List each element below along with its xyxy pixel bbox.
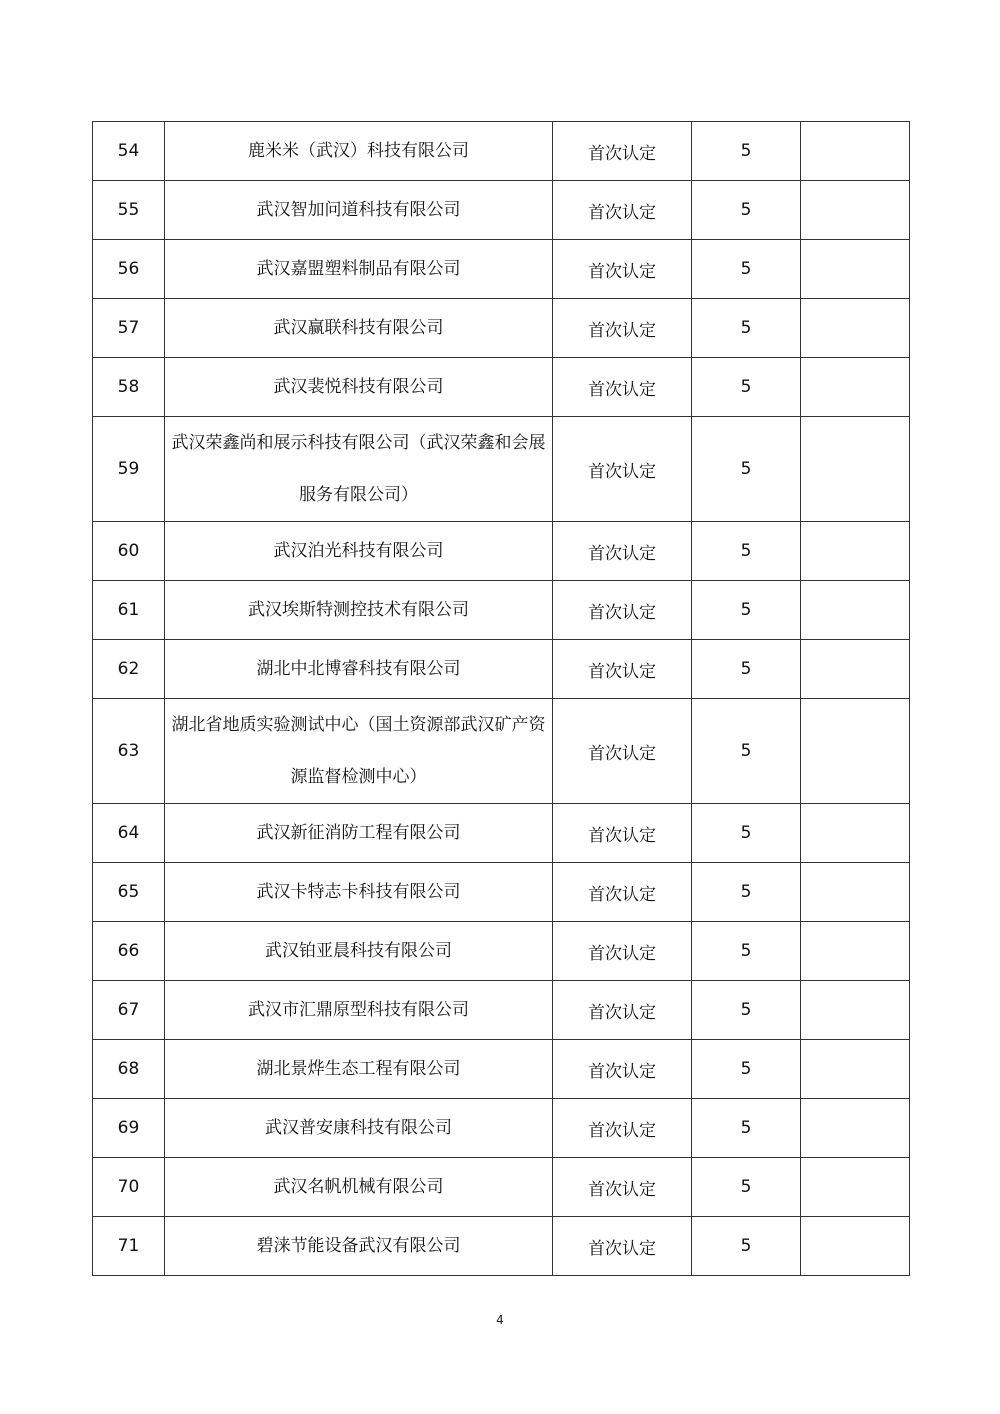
score-cell: 5	[692, 804, 801, 863]
row-number-cell: 67	[93, 981, 165, 1040]
score-cell: 5	[692, 1217, 801, 1276]
note-cell	[801, 522, 910, 581]
company-name-cell: 武汉名帆机械有限公司	[165, 1158, 553, 1217]
score-cell: 5	[692, 358, 801, 417]
note-cell	[801, 922, 910, 981]
certification-type-cell: 首次认定	[553, 581, 692, 640]
company-name-cell: 武汉智加问道科技有限公司	[165, 181, 553, 240]
table-row	[93, 299, 910, 358]
table-body	[93, 122, 910, 1276]
table-row	[93, 358, 910, 417]
note-cell	[801, 1158, 910, 1217]
note-cell	[801, 699, 910, 804]
score-cell: 5	[692, 1040, 801, 1099]
company-name-cell: 武汉埃斯特测控技术有限公司	[165, 581, 553, 640]
company-name-cell: 武汉普安康科技有限公司	[165, 1099, 553, 1158]
page-number: 4	[496, 1313, 504, 1327]
row-number-cell: 60	[93, 522, 165, 581]
company-name-cell: 鹿米米（武汉）科技有限公司	[165, 122, 553, 181]
certification-type-cell: 首次认定	[553, 1040, 692, 1099]
row-number-cell: 71	[93, 1217, 165, 1276]
note-cell	[801, 804, 910, 863]
certification-type-cell: 首次认定	[553, 299, 692, 358]
company-name-cell: 湖北景烨生态工程有限公司	[165, 1040, 553, 1099]
score-cell: 5	[692, 240, 801, 299]
score-cell: 5	[692, 1099, 801, 1158]
row-number-cell: 55	[93, 181, 165, 240]
certification-type-cell: 首次认定	[553, 240, 692, 299]
note-cell	[801, 240, 910, 299]
certification-type-cell: 首次认定	[553, 358, 692, 417]
row-number-cell: 61	[93, 581, 165, 640]
score-cell: 5	[692, 699, 801, 804]
certification-type-cell: 首次认定	[553, 1158, 692, 1217]
note-cell	[801, 640, 910, 699]
certification-type-cell: 首次认定	[553, 1217, 692, 1276]
table-row	[93, 522, 910, 581]
table-row	[93, 922, 910, 981]
row-number-cell: 59	[93, 417, 165, 522]
certification-type-cell: 首次认定	[553, 640, 692, 699]
note-cell	[801, 1217, 910, 1276]
row-number-cell: 66	[93, 922, 165, 981]
company-name-cell: 武汉荣鑫尚和展示科技有限公司（武汉荣鑫和会展服务有限公司）	[165, 417, 553, 522]
note-cell	[801, 299, 910, 358]
table-row	[93, 417, 910, 522]
certification-type-cell: 首次认定	[553, 122, 692, 181]
table-row	[93, 804, 910, 863]
table-row	[93, 181, 910, 240]
score-cell: 5	[692, 981, 801, 1040]
table-row	[93, 1099, 910, 1158]
company-name-cell: 湖北中北博睿科技有限公司	[165, 640, 553, 699]
row-number-cell: 58	[93, 358, 165, 417]
certification-type-cell: 首次认定	[553, 1099, 692, 1158]
company-name-cell: 碧涞节能设备武汉有限公司	[165, 1217, 553, 1276]
note-cell	[801, 417, 910, 522]
table-row	[93, 640, 910, 699]
company-name-cell: 武汉赢联科技有限公司	[165, 299, 553, 358]
score-cell: 5	[692, 417, 801, 522]
table-row	[93, 1040, 910, 1099]
row-number-cell: 62	[93, 640, 165, 699]
row-number-cell: 65	[93, 863, 165, 922]
table-row	[93, 122, 910, 181]
company-name-cell: 武汉嘉盟塑料制品有限公司	[165, 240, 553, 299]
certification-type-cell: 首次认定	[553, 522, 692, 581]
certification-type-cell: 首次认定	[553, 922, 692, 981]
company-name-cell: 武汉铂亚晨科技有限公司	[165, 922, 553, 981]
note-cell	[801, 358, 910, 417]
note-cell	[801, 1099, 910, 1158]
score-cell: 5	[692, 640, 801, 699]
table-row	[93, 240, 910, 299]
company-name-cell: 湖北省地质实验测试中心（国土资源部武汉矿产资源监督检测中心）	[165, 699, 553, 804]
company-name-cell: 武汉市汇鼎原型科技有限公司	[165, 981, 553, 1040]
score-cell: 5	[692, 1158, 801, 1217]
company-name-cell: 武汉卡特志卡科技有限公司	[165, 863, 553, 922]
note-cell	[801, 863, 910, 922]
company-name-cell: 武汉裴悦科技有限公司	[165, 358, 553, 417]
note-cell	[801, 122, 910, 181]
note-cell	[801, 181, 910, 240]
company-name-cell: 武汉泊光科技有限公司	[165, 522, 553, 581]
table-row	[93, 863, 910, 922]
certification-type-cell: 首次认定	[553, 699, 692, 804]
note-cell	[801, 1040, 910, 1099]
table-row	[93, 1217, 910, 1276]
certification-type-cell: 首次认定	[553, 417, 692, 522]
row-number-cell: 54	[93, 122, 165, 181]
certification-type-cell: 首次认定	[553, 981, 692, 1040]
score-cell: 5	[692, 181, 801, 240]
company-name-cell: 武汉新征消防工程有限公司	[165, 804, 553, 863]
row-number-cell: 56	[93, 240, 165, 299]
company-table	[92, 121, 910, 1276]
note-cell	[801, 581, 910, 640]
row-number-cell: 69	[93, 1099, 165, 1158]
table-row	[93, 581, 910, 640]
table-row	[93, 981, 910, 1040]
certification-type-cell: 首次认定	[553, 804, 692, 863]
score-cell: 5	[692, 299, 801, 358]
score-cell: 5	[692, 122, 801, 181]
row-number-cell: 70	[93, 1158, 165, 1217]
table-row	[93, 1158, 910, 1217]
score-cell: 5	[692, 863, 801, 922]
row-number-cell: 68	[93, 1040, 165, 1099]
row-number-cell: 57	[93, 299, 165, 358]
score-cell: 5	[692, 581, 801, 640]
table-row	[93, 699, 910, 804]
score-cell: 5	[692, 522, 801, 581]
score-cell: 5	[692, 922, 801, 981]
certification-type-cell: 首次认定	[553, 863, 692, 922]
certification-type-cell: 首次认定	[553, 181, 692, 240]
note-cell	[801, 981, 910, 1040]
row-number-cell: 63	[93, 699, 165, 804]
row-number-cell: 64	[93, 804, 165, 863]
